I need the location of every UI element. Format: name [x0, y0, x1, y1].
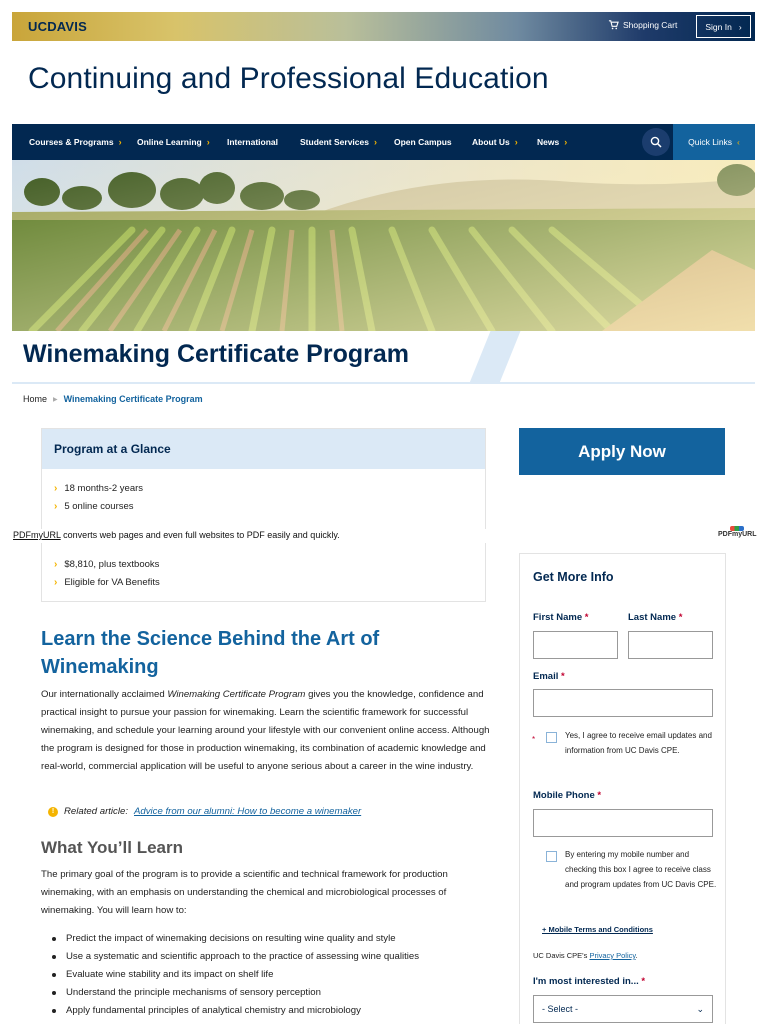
nav-item-news[interactable]: News ›: [537, 137, 568, 147]
quick-links-button[interactable]: Quick Links ‹: [673, 124, 755, 160]
glance-title: Program at a Glance: [42, 429, 485, 469]
glance-item: › $8,810, plus textbooks: [54, 559, 160, 570]
email-consent-text: Yes, I agree to receive email updates and information from UC Davis CPE.: [565, 731, 712, 755]
chevron-right-icon: ›: [118, 137, 122, 147]
list-item: Understand the principle mechanisms of sensory perception: [52, 984, 419, 1002]
nav-item-courses-programs[interactable]: Courses & Programs ›: [29, 137, 122, 147]
last-name-label: Last Name *: [628, 612, 683, 623]
pdfmyurl-logo[interactable]: PDFmyURL: [718, 531, 757, 538]
chevron-down-icon: ⌄: [696, 1003, 704, 1014]
pdfmyurl-link[interactable]: PDFmyURL: [13, 530, 61, 540]
site-title[interactable]: Continuing and Professional Education: [28, 62, 549, 95]
mobile-terms-link[interactable]: + Mobile Terms and Conditions: [542, 925, 653, 934]
learn-paragraph: The primary goal of the program is to provide a scientific and technical framework for production winemaking, with an emphasis on understanding the chemical and microbiological processes of winemaking. You will learn how to:: [41, 869, 448, 916]
search-button[interactable]: [642, 128, 670, 156]
pdf-banner-message: PDFmyURL converts web pages and even full websites to PDF easily and quickly.: [13, 530, 340, 540]
nav-item-online-learning[interactable]: Online Learning ›: [137, 137, 210, 147]
heading-divider: [12, 382, 755, 384]
mobile-consent-checkbox[interactable]: [546, 851, 557, 862]
list-item: Use a systematic and scientific approach to the practice of assessing wine qualities: [52, 948, 419, 966]
chevron-right-icon: ›: [514, 137, 518, 147]
pdfmyurl-logo-icon: [730, 526, 744, 531]
mobile-consent-text: By entering my mobile number and checking this box I agree to receive class and program updates from UC Davis CPE.: [565, 850, 717, 889]
chevron-right-icon: ›: [373, 137, 377, 147]
last-name-input[interactable]: [628, 631, 713, 659]
privacy-policy-line: UC Davis CPE's Privacy Policy.: [533, 951, 638, 960]
chevron-right-icon: ›: [206, 137, 210, 147]
glance-item: › 18 months-2 years: [54, 483, 144, 494]
heading-decoration: [469, 331, 520, 383]
nav-item-about-us[interactable]: About Us ›: [472, 137, 518, 147]
shopping-cart-link[interactable]: Shopping Cart: [608, 19, 677, 30]
vineyard-illustration: [12, 160, 755, 331]
intro-paragraph: Our internationally acclaimed Winemaking Certificate Program gives you the knowledge, confidence and practical insight to pursue your passion for winemaking. Learn the scientific framework for successful winemaking, and schedule your learning around your lifestyle with our convenient online access. Although the program is designed for those in production winemaking, its combination of academic knowledge and real-world, commercial application will be useful to anyone serious about a career in the wine industry.: [41, 689, 490, 772]
breadcrumb-separator-icon: ▶: [53, 396, 58, 403]
hero-vineyard-image: [12, 160, 755, 331]
email-input[interactable]: [533, 689, 713, 717]
sign-in-button[interactable]: Sign In ›: [696, 15, 751, 38]
uc-davis-logo[interactable]: UCDAVIS: [28, 19, 87, 34]
breadcrumb: [23, 394, 203, 404]
page-title: Winemaking Certificate Program: [23, 340, 409, 368]
chevron-right-icon: ›: [54, 501, 58, 512]
chevron-right-icon: ›: [54, 483, 58, 494]
what-youll-learn-heading: What You’ll Learn: [41, 838, 183, 857]
chevron-left-icon: ‹: [737, 137, 740, 147]
top-utility-bar: [12, 12, 755, 41]
section-heading: Learn the Science Behind the Art of Winemaking: [41, 628, 380, 678]
first-name-label: First Name *: [533, 612, 589, 623]
search-icon: [650, 136, 662, 148]
mobile-phone-label: Mobile Phone *: [533, 790, 602, 801]
chevron-right-icon: ›: [54, 559, 58, 570]
required-marker: *: [532, 735, 536, 744]
learn-list: [52, 930, 419, 1020]
first-name-input[interactable]: [533, 631, 618, 659]
list-item: Apply fundamental principles of analytical chemistry and microbiology: [52, 1002, 419, 1020]
glance-item: › Eligible for VA Benefits: [54, 577, 160, 588]
interest-label: I'm most interested in... *: [533, 976, 646, 987]
email-label: Email *: [533, 671, 565, 682]
apply-now-button[interactable]: Apply Now: [519, 428, 725, 475]
mobile-phone-input[interactable]: [533, 809, 713, 837]
chevron-right-icon: ›: [564, 137, 568, 147]
glance-item: › 5 online courses: [54, 501, 134, 512]
interest-select[interactable]: - Select - ⌄: [533, 995, 713, 1023]
get-more-info-form: [519, 553, 726, 1024]
breadcrumb-home-link[interactable]: Home: [23, 394, 48, 404]
pdf-banner: [0, 529, 768, 543]
chevron-right-icon: ›: [54, 577, 58, 588]
info-icon: !: [48, 807, 58, 817]
list-item: Predict the impact of winemaking decisions on resulting wine quality and style: [52, 930, 419, 948]
related-article-link[interactable]: Advice from our alumni: How to become a winemaker: [134, 806, 362, 817]
nav-item-student-services[interactable]: Student Services ›: [300, 137, 377, 147]
nav-item-open-campus[interactable]: Open Campus: [394, 137, 452, 147]
nav-item-international[interactable]: International: [227, 137, 279, 147]
main-nav: [12, 124, 755, 160]
program-at-a-glance-box: [41, 428, 486, 602]
privacy-policy-link[interactable]: Privacy Policy: [589, 951, 636, 960]
cart-icon: [608, 19, 619, 30]
related-article: ! Related article: Advice from our alumni: How to become a winemaker: [48, 806, 361, 817]
breadcrumb-current[interactable]: Winemaking Certificate Program: [63, 394, 203, 404]
form-title: Get More Info: [533, 570, 614, 584]
email-consent-checkbox[interactable]: [546, 732, 557, 743]
list-item: Evaluate wine stability and its impact on shelf life: [52, 966, 419, 984]
chevron-right-icon: ›: [738, 21, 742, 32]
